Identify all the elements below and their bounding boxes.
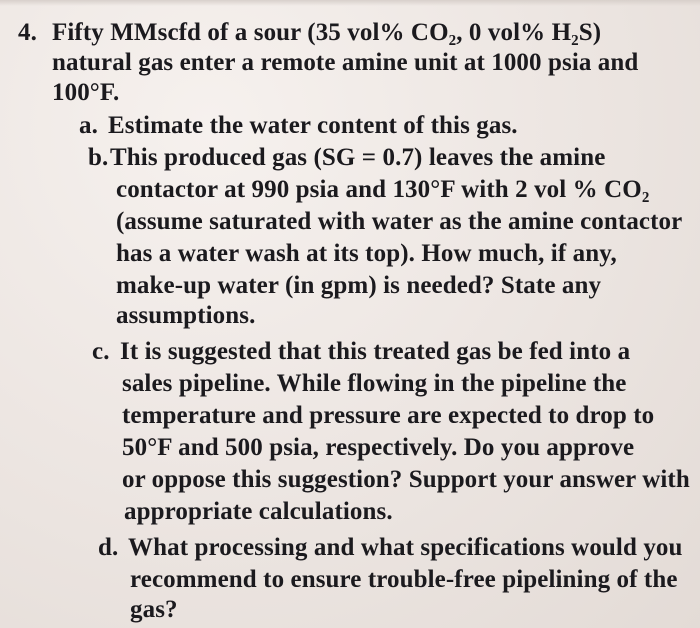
part-c-line-2: sales pipeline. While flowing in the pipeline the bbox=[122, 370, 627, 397]
intro-line-1: Fifty MMscfd of a sour (35 vol% CO₂, 0 vol% H₂S) bbox=[52, 19, 602, 46]
part-a-label: a. bbox=[79, 112, 98, 139]
part-b-line-3: (assume saturated with water as the amine contactor bbox=[116, 208, 683, 235]
part-d-line-3: gas? bbox=[130, 596, 178, 623]
part-b-line-5: make-up water (in gpm) is needed? State any bbox=[116, 272, 602, 299]
part-c-line-5: or oppose this suggestion? Support your answer with bbox=[122, 466, 690, 493]
part-a-line-1: Estimate the water content of this gas. bbox=[108, 112, 518, 139]
part-c-line-4: 50°F and 500 psia, respectively. Do you approve bbox=[122, 434, 635, 461]
part-c-label: c. bbox=[92, 338, 110, 365]
page-top-edge bbox=[0, 0, 700, 6]
intro-line-3: 100°F. bbox=[52, 79, 120, 106]
part-c-line-1: It is suggested that this treated gas be fed into a bbox=[120, 338, 631, 365]
part-c-line-3: temperature and pressure are expected to drop to bbox=[122, 402, 655, 429]
part-b-line-2: contactor at 990 psia and 130°F with 2 vol % CO₂ bbox=[116, 176, 650, 203]
part-b-label: b. bbox=[88, 144, 109, 171]
intro-line-2: natural gas enter a remote amine unit at 1000 psia and bbox=[52, 49, 639, 76]
part-b-line-4: has a water wash at its top). How much, if any, bbox=[116, 240, 617, 267]
part-d-label: d. bbox=[98, 534, 119, 561]
part-c-line-6: appropriate calculations. bbox=[124, 498, 393, 525]
part-b-line-6: assumptions. bbox=[116, 302, 256, 329]
part-b-line-1: This produced gas (SG = 0.7) leaves the amine bbox=[110, 144, 606, 171]
part-d-line-2: recommend to ensure trouble-free pipelining of the bbox=[130, 566, 678, 593]
problem-number: 4. bbox=[18, 19, 37, 46]
part-d-line-1: What processing and what specifications would you bbox=[128, 534, 683, 561]
